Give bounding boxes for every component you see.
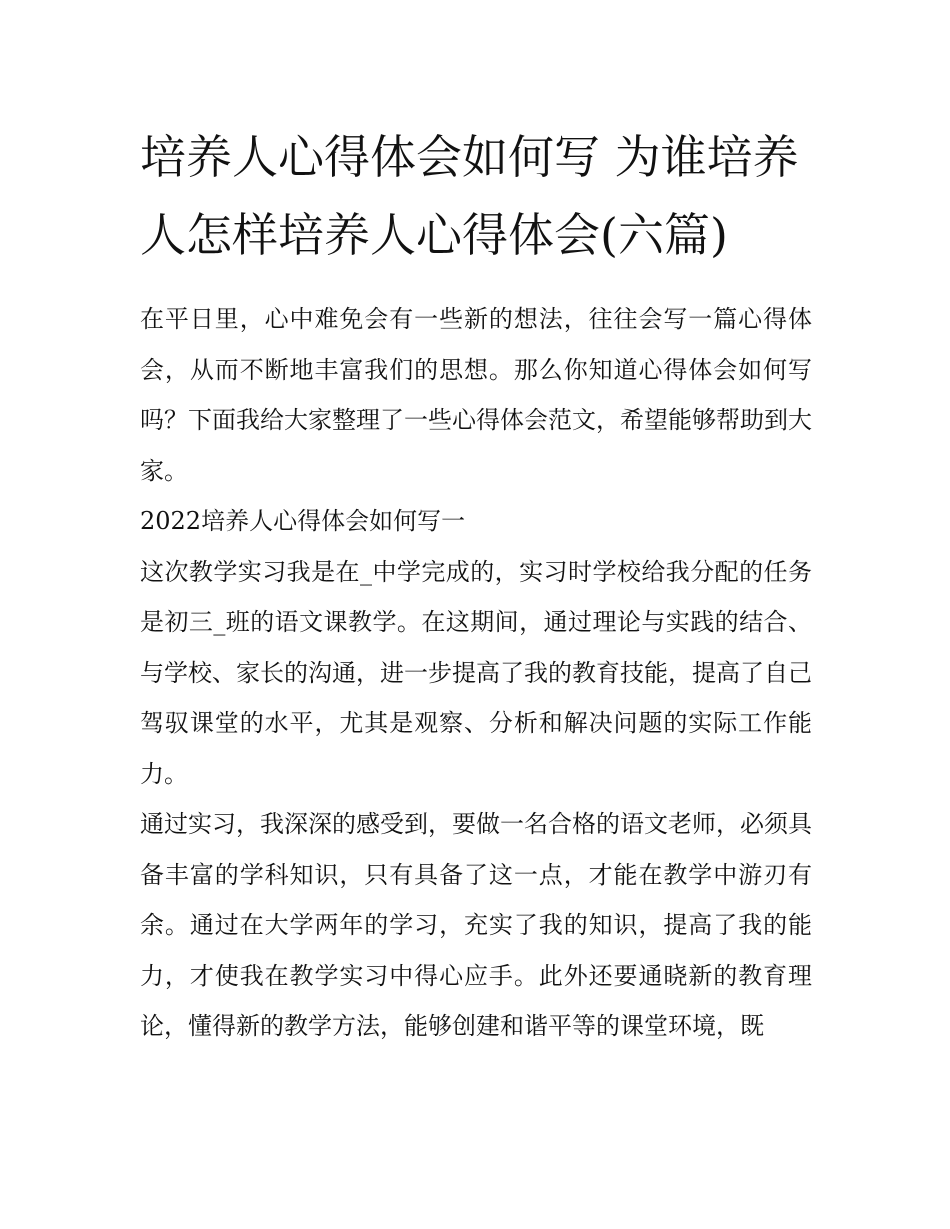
body-paragraph-2: 通过实习，我深深的感受到，要做一名合格的语文老师，必须具备丰富的学科知识，只有具备了这一点，才能在教学中游刃有余。通过在大学两年的学习，充实了我的知识，提高了我的能力，才使我在教学实习中得心应手。此外还要通晓新的教育理论，懂得新的教学方法，能够创建和谐平等的课堂环境，既 [140,810,812,1040]
section-heading: 2022培养人心得体会如何写一 [140,507,466,535]
body-paragraph-1: 这次教学实习我是在_中学完成的，实习时学校给我分配的任务是初三_班的语文课教学。在这期间，通过理论与实践的结合、与学校、家长的沟通，进一步提高了我的教育技能，提高了自己驾驭课堂的水平，尤其是观察、分析和解决问题的实际工作能力。 [140,557,812,788]
intro-paragraph: 在平日里，心中难免会有一些新的想法，往往会写一篇心得体会，从而不断地丰富我们的思想。那么你知道心得体会如何写吗？下面我给大家整理了一些心得体会范文，希望能够帮助到大家。 [140,305,812,485]
document-title: 培养人心得体会如何写 为谁培养人怎样培养人心得体会(六篇) [140,130,799,262]
document-page [140,118,812,1052]
